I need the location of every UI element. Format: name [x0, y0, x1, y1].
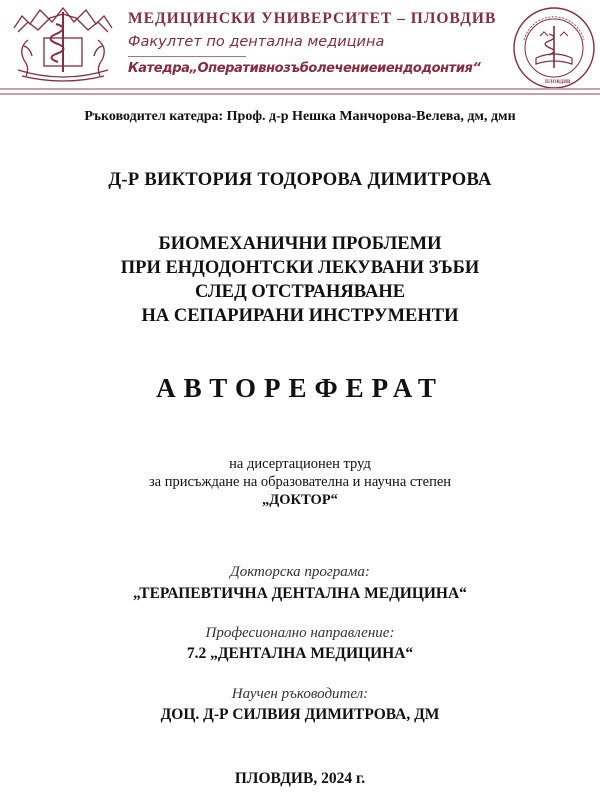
supervisor-label: Научен ръководител: [231, 686, 369, 702]
title-line: БИОМЕХАНИЧНИ ПРОБЛЕМИ [158, 234, 442, 254]
description [0, 455, 600, 509]
head-of-department: Ръководител катедра: Проф. д-р Нешка Манчорова-Велева, дм, дмн [84, 109, 516, 124]
author-name: Д-Р ВИКТОРИЯ ТОДОРОВА ДИМИТРОВА [108, 170, 492, 190]
title-line: ПРИ ЕНДОДОНТСКИ ЛЕКУВАНИ ЗЪБИ [120, 258, 480, 278]
faculty-underline [128, 56, 246, 57]
header-divider-top [0, 88, 600, 90]
degree: „ДОКТОР“ [262, 492, 338, 508]
place-year: ПЛОВДИВ, 2024 г. [234, 770, 366, 787]
faculty-seal [512, 6, 596, 90]
program-value: „ТЕРАПЕВТИЧНА ДЕНТАЛНА МЕДИЦИНА“ [133, 585, 467, 602]
university-name: МЕДИЦИНСКИ УНИВЕРСИТЕТ – ПЛОВДИВ [128, 10, 497, 27]
university-logo [8, 6, 118, 82]
description-line-2: за присъждане на образователна и научна степен [148, 474, 452, 490]
program-label: Докторска програма: [230, 564, 370, 580]
description-line-1: на дисертационен труд [229, 456, 371, 472]
faculty-name: Факултет по дентална медицина [128, 34, 385, 50]
header-divider-bottom [0, 93, 600, 95]
document-type: АВТОРЕФЕРАТ [156, 373, 444, 403]
dissertation-title [0, 232, 600, 328]
supervisor-value: ДОЦ. Д-Р СИЛВИЯ ДИМИТРОВА, ДМ [160, 706, 440, 723]
coat-of-arms-icon [8, 6, 118, 82]
title-line: НА СЕПАРИРАНИ ИНСТРУМЕНТИ [141, 306, 459, 326]
direction-label: Професионално направление: [205, 625, 395, 641]
direction-value: 7.2 „ДЕНТАЛНА МЕДИЦИНА“ [186, 645, 414, 662]
department-name: Катедра„Оперативнозъболечениеиендодонтия“ [128, 61, 481, 76]
title-line: СЛЕД ОТСТРАНЯВАНЕ [194, 282, 406, 302]
seal-city-text: ПЛОВДИВ [545, 80, 571, 85]
seal-icon [512, 6, 596, 90]
